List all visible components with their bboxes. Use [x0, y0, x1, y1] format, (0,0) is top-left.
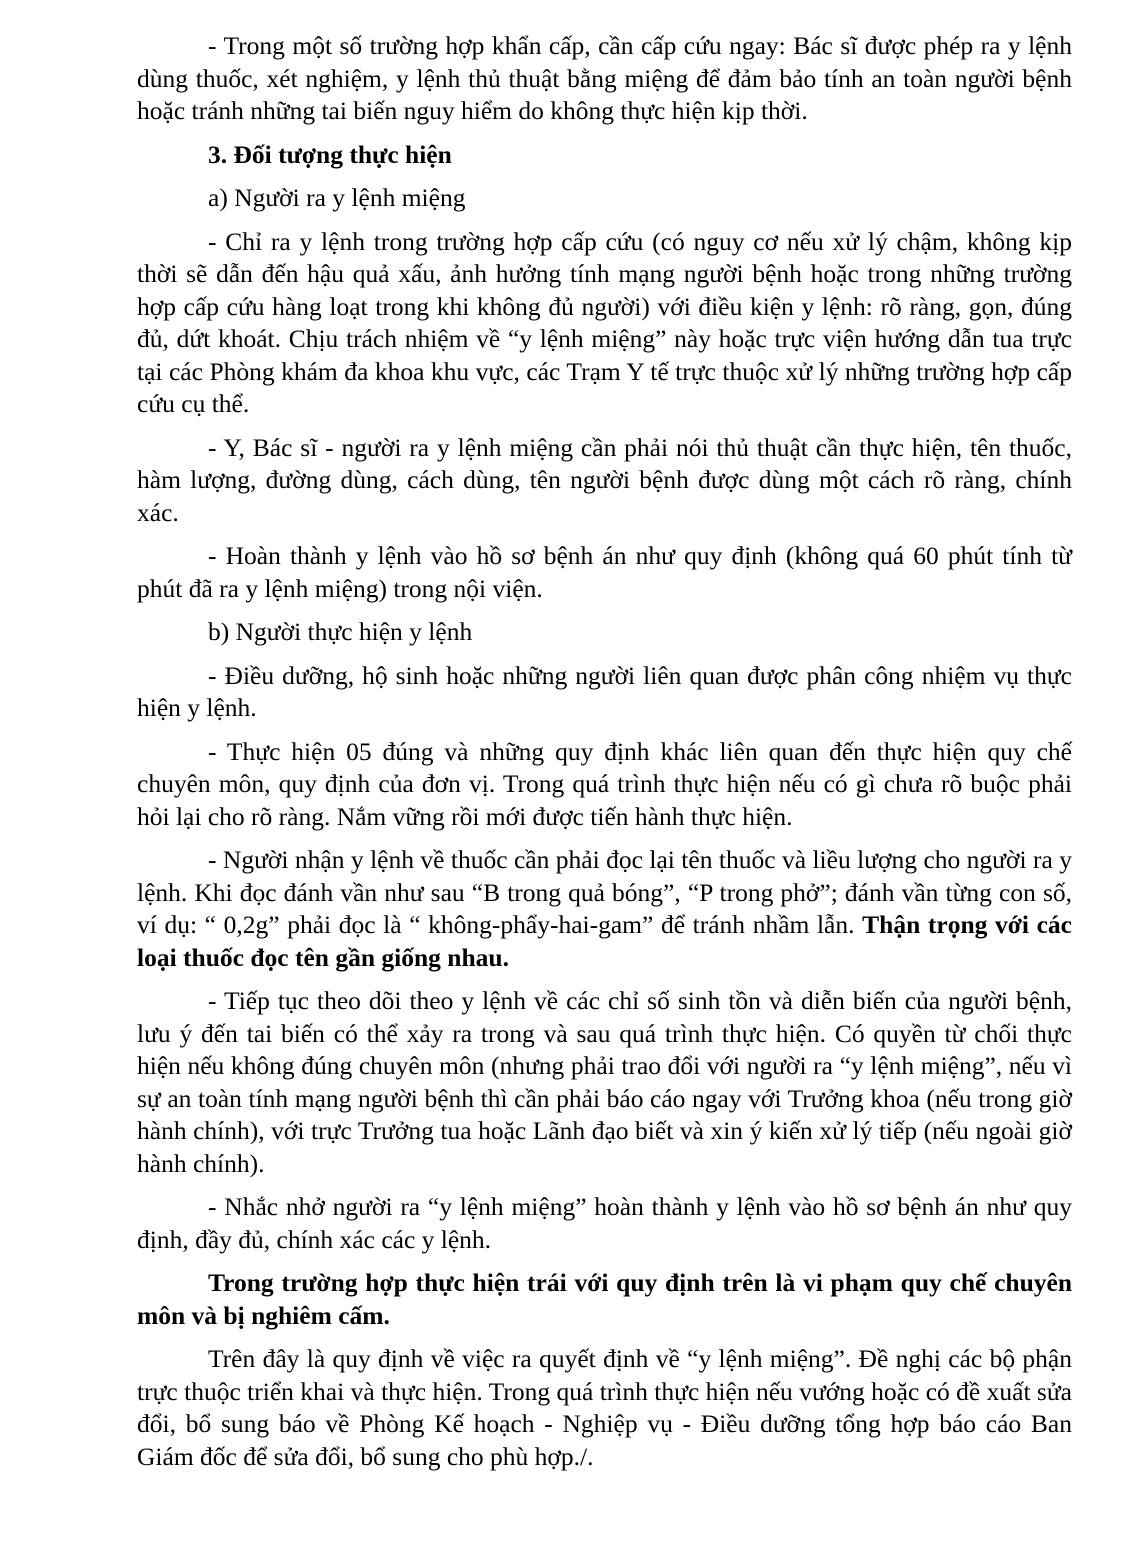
subheading-order-executor: b) Người thực hiện y lệnh	[208, 617, 473, 646]
document-page	[137, 30, 1072, 1484]
paragraph-read-back	[137, 844, 1072, 974]
paragraph-five-rights: - Thực hiện 05 đúng và những quy định khác liên quan đến thực hiện quy chế chuyên môn, quy định của đơn vị. Trong quá trình thực hiện nếu có gì chưa rõ buộc phải hỏi lại cho rõ ràng. Nắm vững rồi mới được tiến hành thực hiện.	[137, 736, 1072, 831]
read-back-text: - Người nhận y lệnh về thuốc cần phải đọc lại tên thuốc và liều lượng cho người ra y lệnh. Khi đọc đánh vần như sau “B trong quả bóng”, “P trong phở”; đánh vần từng con số, ví dụ: “ 0,2g” phải đọc là “ không-phẩy-hai-gam” để tránh nhầm lẫn.	[137, 845, 1072, 939]
paragraph-emergency-oral-order: - Trong một số trường hợp khẩn cấp, cần cấp cứu ngay: Bác sĩ được phép ra y lệnh dùng thuốc, xét nghiệm, y lệnh thủ thuật bằng miệng để đảm bảo tính an toàn người bệnh hoặc tránh những tai biến nguy hiểm do không thực hiện kịp thời.	[137, 31, 1072, 125]
paragraph-order-conditions: - Chỉ ra y lệnh trong trường hợp cấp cứu (có nguy cơ nếu xử lý chậm, không kịp thời sẽ dẫn đến hậu quả xấu, ảnh hưởng tính mạng người bệnh hoặc trong những trường hợp cấp cứu hàng loạt trong khi không đủ người) với điều kiện y lệnh: rõ ràng, gọn, đúng đủ, dứt khoát. Chịu trách nhiệm về “y lệnh miệng” này hoặc trực viện hướng dẫn tua trực tại các Phòng khám đa khoa khu vực, các Trạm Y tế trực thuộc xử lý những trường hợp cấp cứu cụ thể.	[137, 226, 1072, 418]
read-back-warning: Thận trọng với các loại thuốc đọc tên gần giống nhau.	[137, 910, 1072, 972]
subheading-order-giver: a) Người ra y lệnh miệng	[208, 183, 466, 212]
paragraph-monitoring: - Tiếp tục theo dõi theo y lệnh về các chỉ số sinh tồn và diễn biến của người bệnh, lưu ý đến tai biến có thể xảy ra trong và sau quá trình thực hiện. Có quyền từ chối thực hiện nếu không đúng chuyên môn (nhưng phải trao đổi với người ra “y lệnh miệng”, nếu vì sự an toàn tính mạng người bệnh thì cần phải báo cáo ngay với Trưởng khoa (nếu trong giờ hành chính), với trực Trưởng tua hoặc Lãnh đạo biết và xin ý kiến xử lý tiếp (nếu ngoài giờ hành chính).	[137, 986, 1072, 1178]
paragraph-doctor-must-state: - Y, Bác sĩ - người ra y lệnh miệng cần phải nói thủ thuật cần thực hiện, tên thuốc, hàm lượng, đường dùng, cách dùng, tên người bệnh được dùng một cách rõ ràng, chính xác.	[137, 432, 1072, 527]
paragraph-closing: Trên đây là quy định về việc ra quyết định về “y lệnh miệng”. Đề nghị các bộ phận trực thuộc triển khai và thực hiện. Trong quá trình thực hiện nếu vướng hoặc có đề xuất sửa đổi, bổ sung báo về Phòng Kế hoạch - Nghiệp vụ - Điều dưỡng tổng hợp báo cáo Ban Giám đốc để sửa đổi, bổ sung cho phù hợp./.	[137, 1344, 1072, 1471]
paragraph-complete-record: - Hoàn thành y lệnh vào hồ sơ bệnh án như quy định (không quá 60 phút tính từ phút đã ra y lệnh miệng) trong nội viện.	[137, 541, 1072, 603]
paragraph-reminder: - Nhắc nhở người ra “y lệnh miệng” hoàn thành y lệnh vào hồ sơ bệnh án như quy định, đầy đủ, chính xác các y lệnh.	[137, 1192, 1072, 1254]
section-heading-subjects: 3. Đối tượng thực hiện	[208, 139, 452, 169]
paragraph-nurses-assigned: - Điều dưỡng, hộ sinh hoặc những người liên quan được phân công nhiệm vụ thực hiện y lệnh.	[137, 660, 1072, 722]
paragraph-prohibition: Trong trường hợp thực hiện trái với quy định trên là vi phạm quy chế chuyên môn và bị nghiêm cấm.	[137, 1268, 1072, 1330]
